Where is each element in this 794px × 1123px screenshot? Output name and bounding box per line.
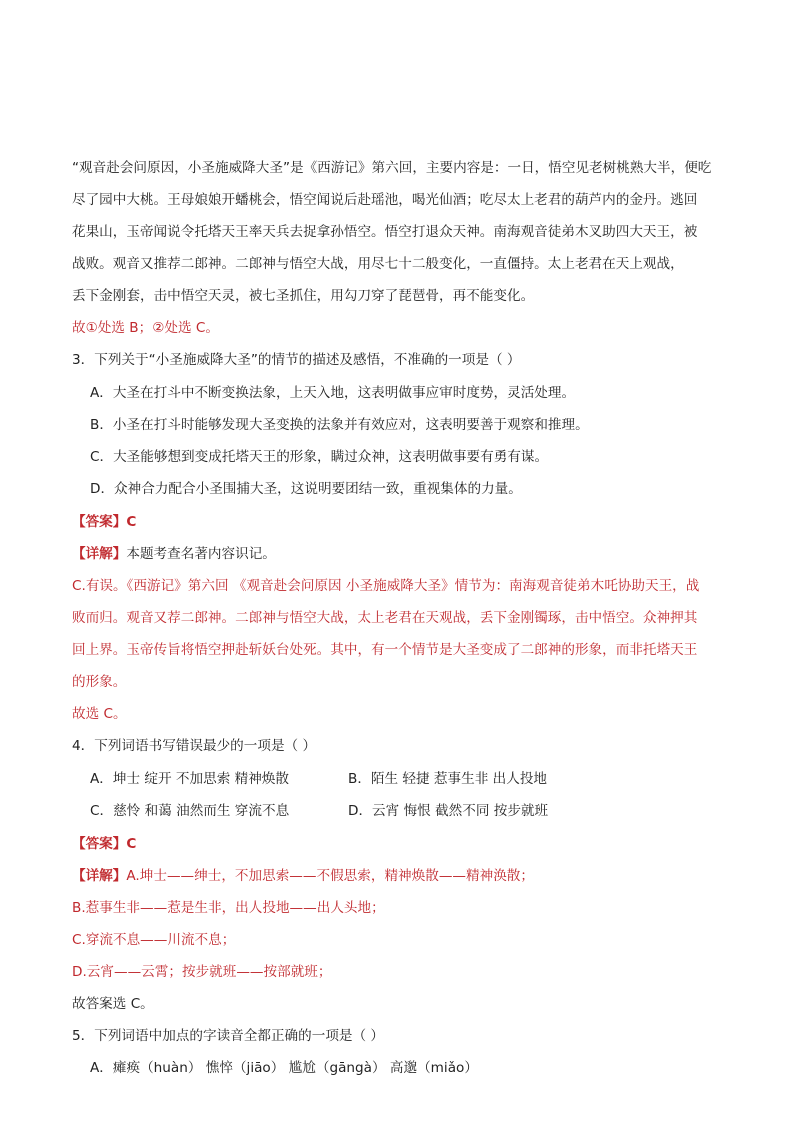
detail-text: A.坤士——绅士，不加思索——不假思索，精神焕散——精神涣散； <box>126 868 534 884</box>
question-5-option-a: A．瘫痪（huàn） 憔悴（jiāo） 尴尬（gāngà） 高邈（miǎo） <box>90 1060 478 1076</box>
question-4-option-d: D．云宵 悔恨 截然不同 按步就班 <box>348 803 549 819</box>
answer-label: 【答案】 <box>72 836 127 852</box>
question-4-conclusion: 故答案选 C。 <box>72 996 154 1012</box>
question-4-detail-line: D.云宵——云霄；按步就班——按部就班； <box>72 964 332 980</box>
question-3-conclusion: 故选 C。 <box>72 706 127 722</box>
question-3-stem: 3．下列关于“小圣施威降大圣”的情节的描述及感悟，不准确的一项是（ ） <box>72 352 521 368</box>
question-4-detail-first <box>72 866 732 886</box>
intro-line: 丢下金刚套，击中悟空天灵，被七圣抓住，用勾刀穿了琵琶骨，再不能变化。 <box>72 288 535 304</box>
question-3-detail-line: 的形象。 <box>72 674 127 690</box>
question-4-option-a: A．坤士 绽开 不加思索 精神焕散 <box>90 771 289 787</box>
question-4-option-b: B．陌生 轻捷 惹事生非 出人投地 <box>348 771 548 787</box>
answer-label: 【答案】 <box>72 514 127 530</box>
question-3-option-a: A．大圣在打斗中不断变换法象，上天入地，这表明做事应审时度势，灵活处理。 <box>90 385 576 401</box>
intro-line: 花果山，玉帝闻说令托塔天王率天兵去捉拿孙悟空。悟空打退众天神。南海观音徒弟木叉助四大天王，被 <box>72 224 698 240</box>
detail-label: 【详解】 <box>72 868 127 884</box>
detail-label: 【详解】 <box>72 546 127 562</box>
question-3-option-d: D．众神合力配合小圣围捕大圣，这说明要团结一致，重视集体的力量。 <box>90 481 522 497</box>
question-3-detail-line: C.有误。《西游记》第六回 《观音赴会问原因 小圣施威降大圣》情节为：南海观音徒弟木吒协助天王，战 <box>72 578 700 594</box>
answer-value: C <box>126 836 137 852</box>
answer-value: C <box>126 514 137 530</box>
question-4-stem: 4．下列词语书写错误最少的一项是（ ） <box>72 738 317 754</box>
question-5-stem: 5．下列词语中加点的字读音全都正确的一项是（ ） <box>72 1028 385 1044</box>
question-4-answer <box>72 834 732 854</box>
question-3-detail-line: 败而归。观音又荐二郎神。二郎神与悟空大战，太上老君在天观战，丢下金刚镯琢，击中悟空。众神押其 <box>72 610 698 626</box>
intro-conclusion: 故①处选 B；②处选 C。 <box>72 320 219 336</box>
question-3-answer <box>72 512 732 532</box>
intro-line: 战败。观音又推荐二郎神。二郎神与悟空大战，用尽七十二般变化，一直僵持。太上老君在天上观战， <box>72 256 684 272</box>
question-3-option-b: B．小圣在打斗时能够发现大圣变换的法象并有效应对，这表明要善于观察和推理。 <box>90 417 589 433</box>
intro-line: “观音赴会问原因，小圣施威降大圣”是《西游记》第六回，主要内容是：一日，悟空见老树桃熟大半，便吃 <box>72 160 712 176</box>
question-3-detail-line: 回上界。玉帝传旨将悟空押赴斩妖台处死。其中，有一个情节是大圣变成了二郎神的形象，而非托塔天王 <box>72 642 698 658</box>
question-3-detail-intro <box>72 544 732 564</box>
question-4-option-c: C．慈怜 和蔼 油然而生 穿流不息 <box>90 803 290 819</box>
intro-line: 尽了园中大桃。王母娘娘开蟠桃会，悟空闻说后赴瑶池，喝光仙酒；吃尽太上老君的葫芦内的金丹。逃回 <box>72 192 698 208</box>
detail-text: 本题考查名著内容识记。 <box>126 546 276 562</box>
question-4-detail-line: C.穿流不息——川流不息； <box>72 932 236 948</box>
question-4-detail-line: B.惹事生非——惹是生非，出人投地——出人头地； <box>72 900 385 916</box>
question-3-option-c: C．大圣能够想到变成托塔天王的形象，瞒过众神，这表明做事要有勇有谋。 <box>90 449 549 465</box>
